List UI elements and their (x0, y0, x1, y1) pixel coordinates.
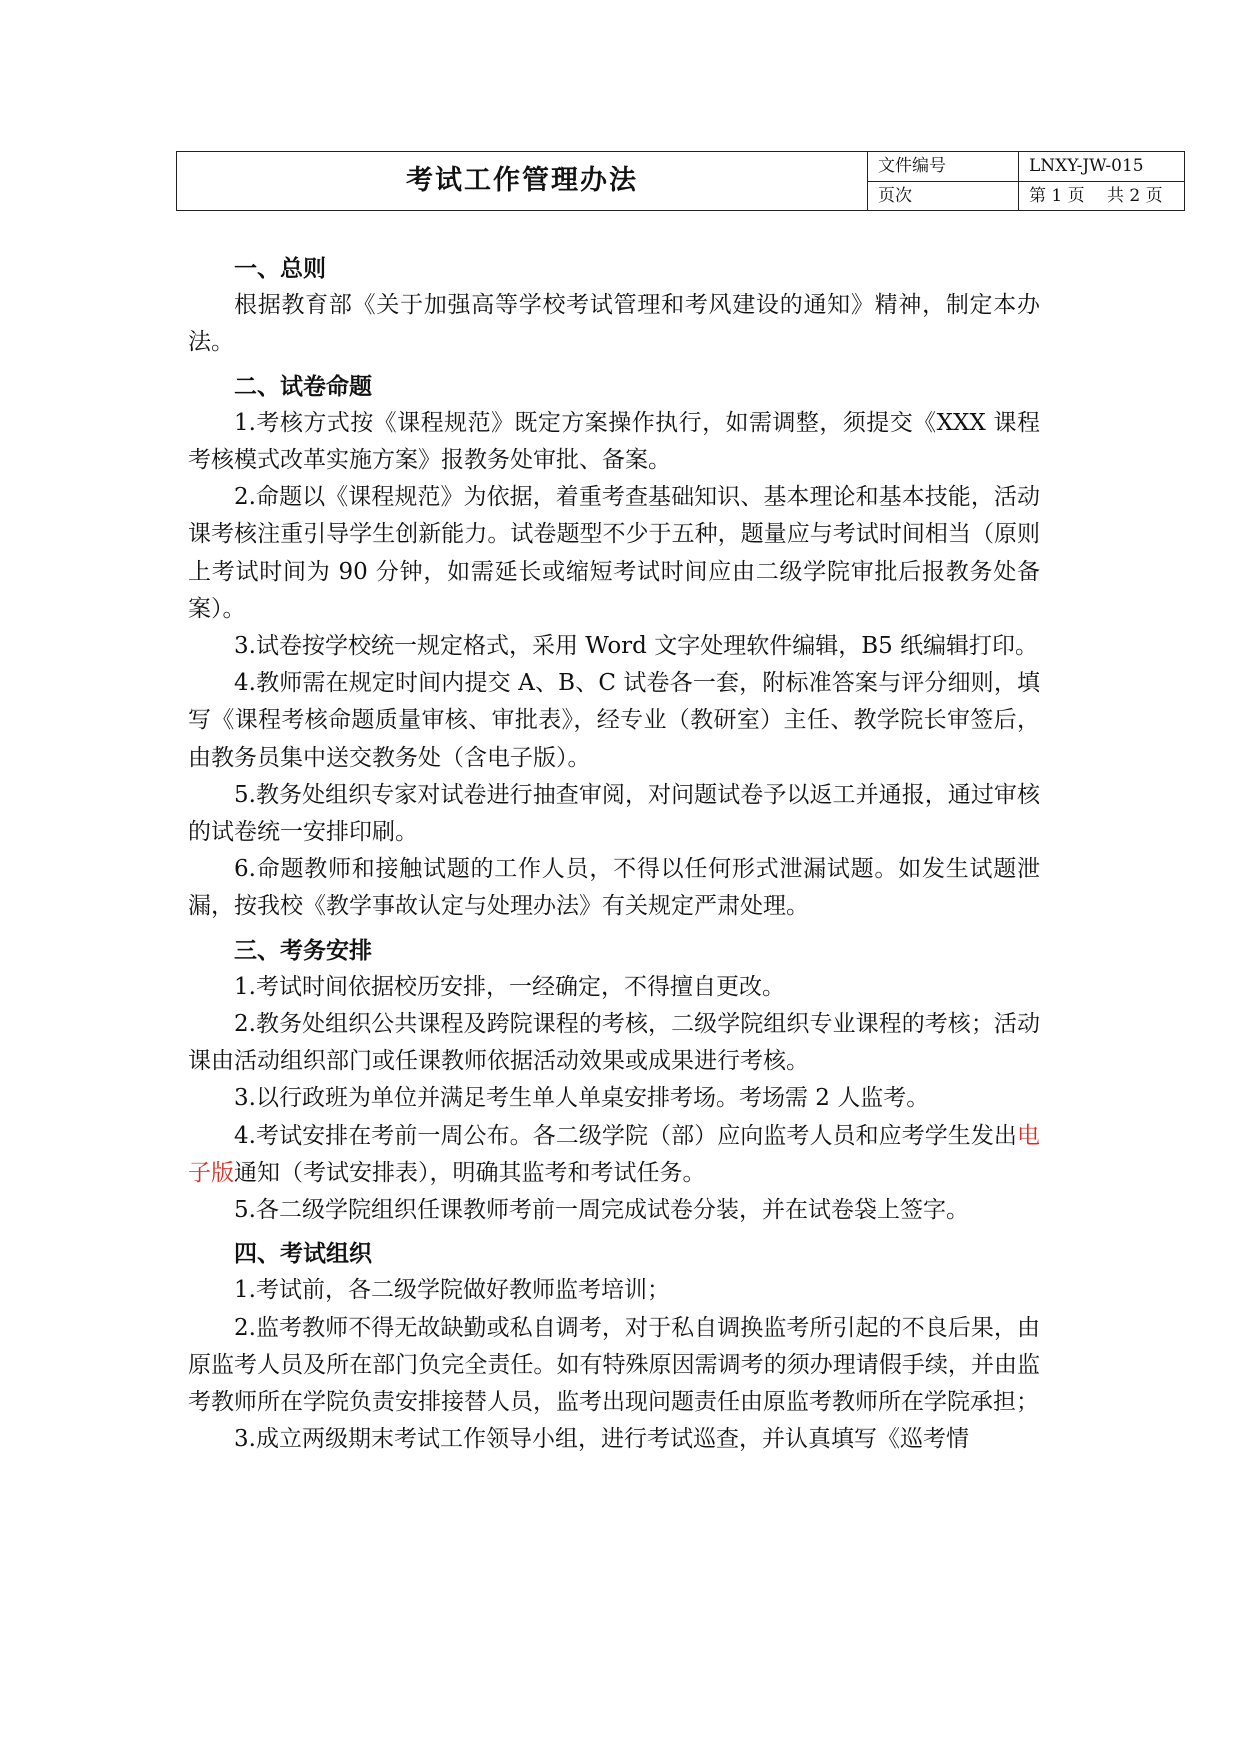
paragraph: 3.成立两级期末考试工作领导小组，进行考试巡查，并认真填写《巡考情 (234, 1426, 969, 1453)
document-header-table (176, 151, 1185, 211)
paragraph: 1.考核方式按《课程规范》既定方案操作执行，如需调整，须提交《XXX 课程考核模式改革实施方案》报教务处审批、备案。 (188, 409, 1040, 474)
section-heading-exam-organization: 四、考试组织 (234, 1240, 372, 1268)
paragraph-text: 通知（考试安排表），明确其监考和考试任务。 (234, 1159, 706, 1186)
paragraph-text: 4.考试安排在考前一周公布。各二级学院（部）应向监考人员和应考学生发出 (234, 1122, 1017, 1149)
paragraph: 5.各二级学院组织任课教师考前一周完成试卷分装，并在试卷袋上签字。 (234, 1197, 969, 1224)
section-heading-exam-affairs: 三、考务安排 (234, 936, 372, 964)
paragraph: 3.试卷按学校统一规定格式，采用 Word 文字处理软件编辑，B5 纸编辑打印。 (234, 633, 1039, 660)
paragraph: 2.命题以《课程规范》为依据，着重考查基础知识、基本理论和基本技能，活动课考核注重引导学生创新能力。试卷题型不少于五种，题量应与考试时间相当（原则上考试时间为 90 分钟，如需延长或缩短考试时间应由二级学院审批后报教务处备案）。 (188, 484, 1040, 622)
paragraph: 2.监考教师不得无故缺勤或私自调考，对于私自调换监考所引起的不良后果，由原监考人员及所在部门负完全责任。如有特殊原因需调考的须办理请假手续，并由监考教师所在学院负责安排接替人员，监考出现问题责任由原监考教师所在学院承担； (188, 1314, 1040, 1416)
paragraph: 3.以行政班为单位并满足考生单人单桌安排考场。考场需 2 人监考。 (234, 1085, 930, 1112)
section-heading-exam-paper: 二、试卷命题 (234, 372, 372, 400)
paragraph: 2.教务处组织公共课程及跨院课程的考核，二级学院组织专业课程的考核；活动课由活动组织部门或任课教师依据活动效果或成果进行考核。 (188, 1011, 1040, 1075)
paragraph (188, 1118, 1040, 1192)
doc-number-value: LNXY-JW-015 (1019, 152, 1185, 182)
page-label: 页次 (868, 181, 1019, 211)
highlighted-text: 电子版 (188, 1122, 1040, 1186)
paragraph: 4.教师需在规定时间内提交 A、B、C 试卷各一套，附标准答案与评分细则，填写《课程考核命题质量审核、审批表》，经专业（教研室）主任、教学院长审签后，由教务员集中送交教务处（含电子版）。 (188, 670, 1040, 771)
section-heading-general: 一、总则 (234, 255, 326, 282)
document-body (188, 250, 1040, 1459)
document-title: 考试工作管理办法 (177, 152, 868, 211)
page-value: 第 1 页 共 2 页 (1019, 181, 1185, 211)
doc-number-label: 文件编号 (868, 152, 1019, 182)
paragraph: 根据教育部《关于加强高等学校考试管理和考风建设的通知》精神，制定本办法。 (188, 292, 1040, 356)
paragraph: 6.命题教师和接触试题的工作人员，不得以任何形式泄漏试题。如发生试题泄漏，按我校《教学事故认定与处理办法》有关规定严肃处理。 (188, 856, 1040, 920)
paragraph: 1.考试前，各二级学院做好教师监考培训； (234, 1277, 670, 1304)
paragraph: 1.考试时间依据校历安排，一经确定，不得擅自更改。 (234, 973, 785, 1000)
paragraph: 5.教务处组织专家对试卷进行抽查审阅，对问题试卷予以返工并通报，通过审核的试卷统一安排印刷。 (188, 781, 1040, 846)
